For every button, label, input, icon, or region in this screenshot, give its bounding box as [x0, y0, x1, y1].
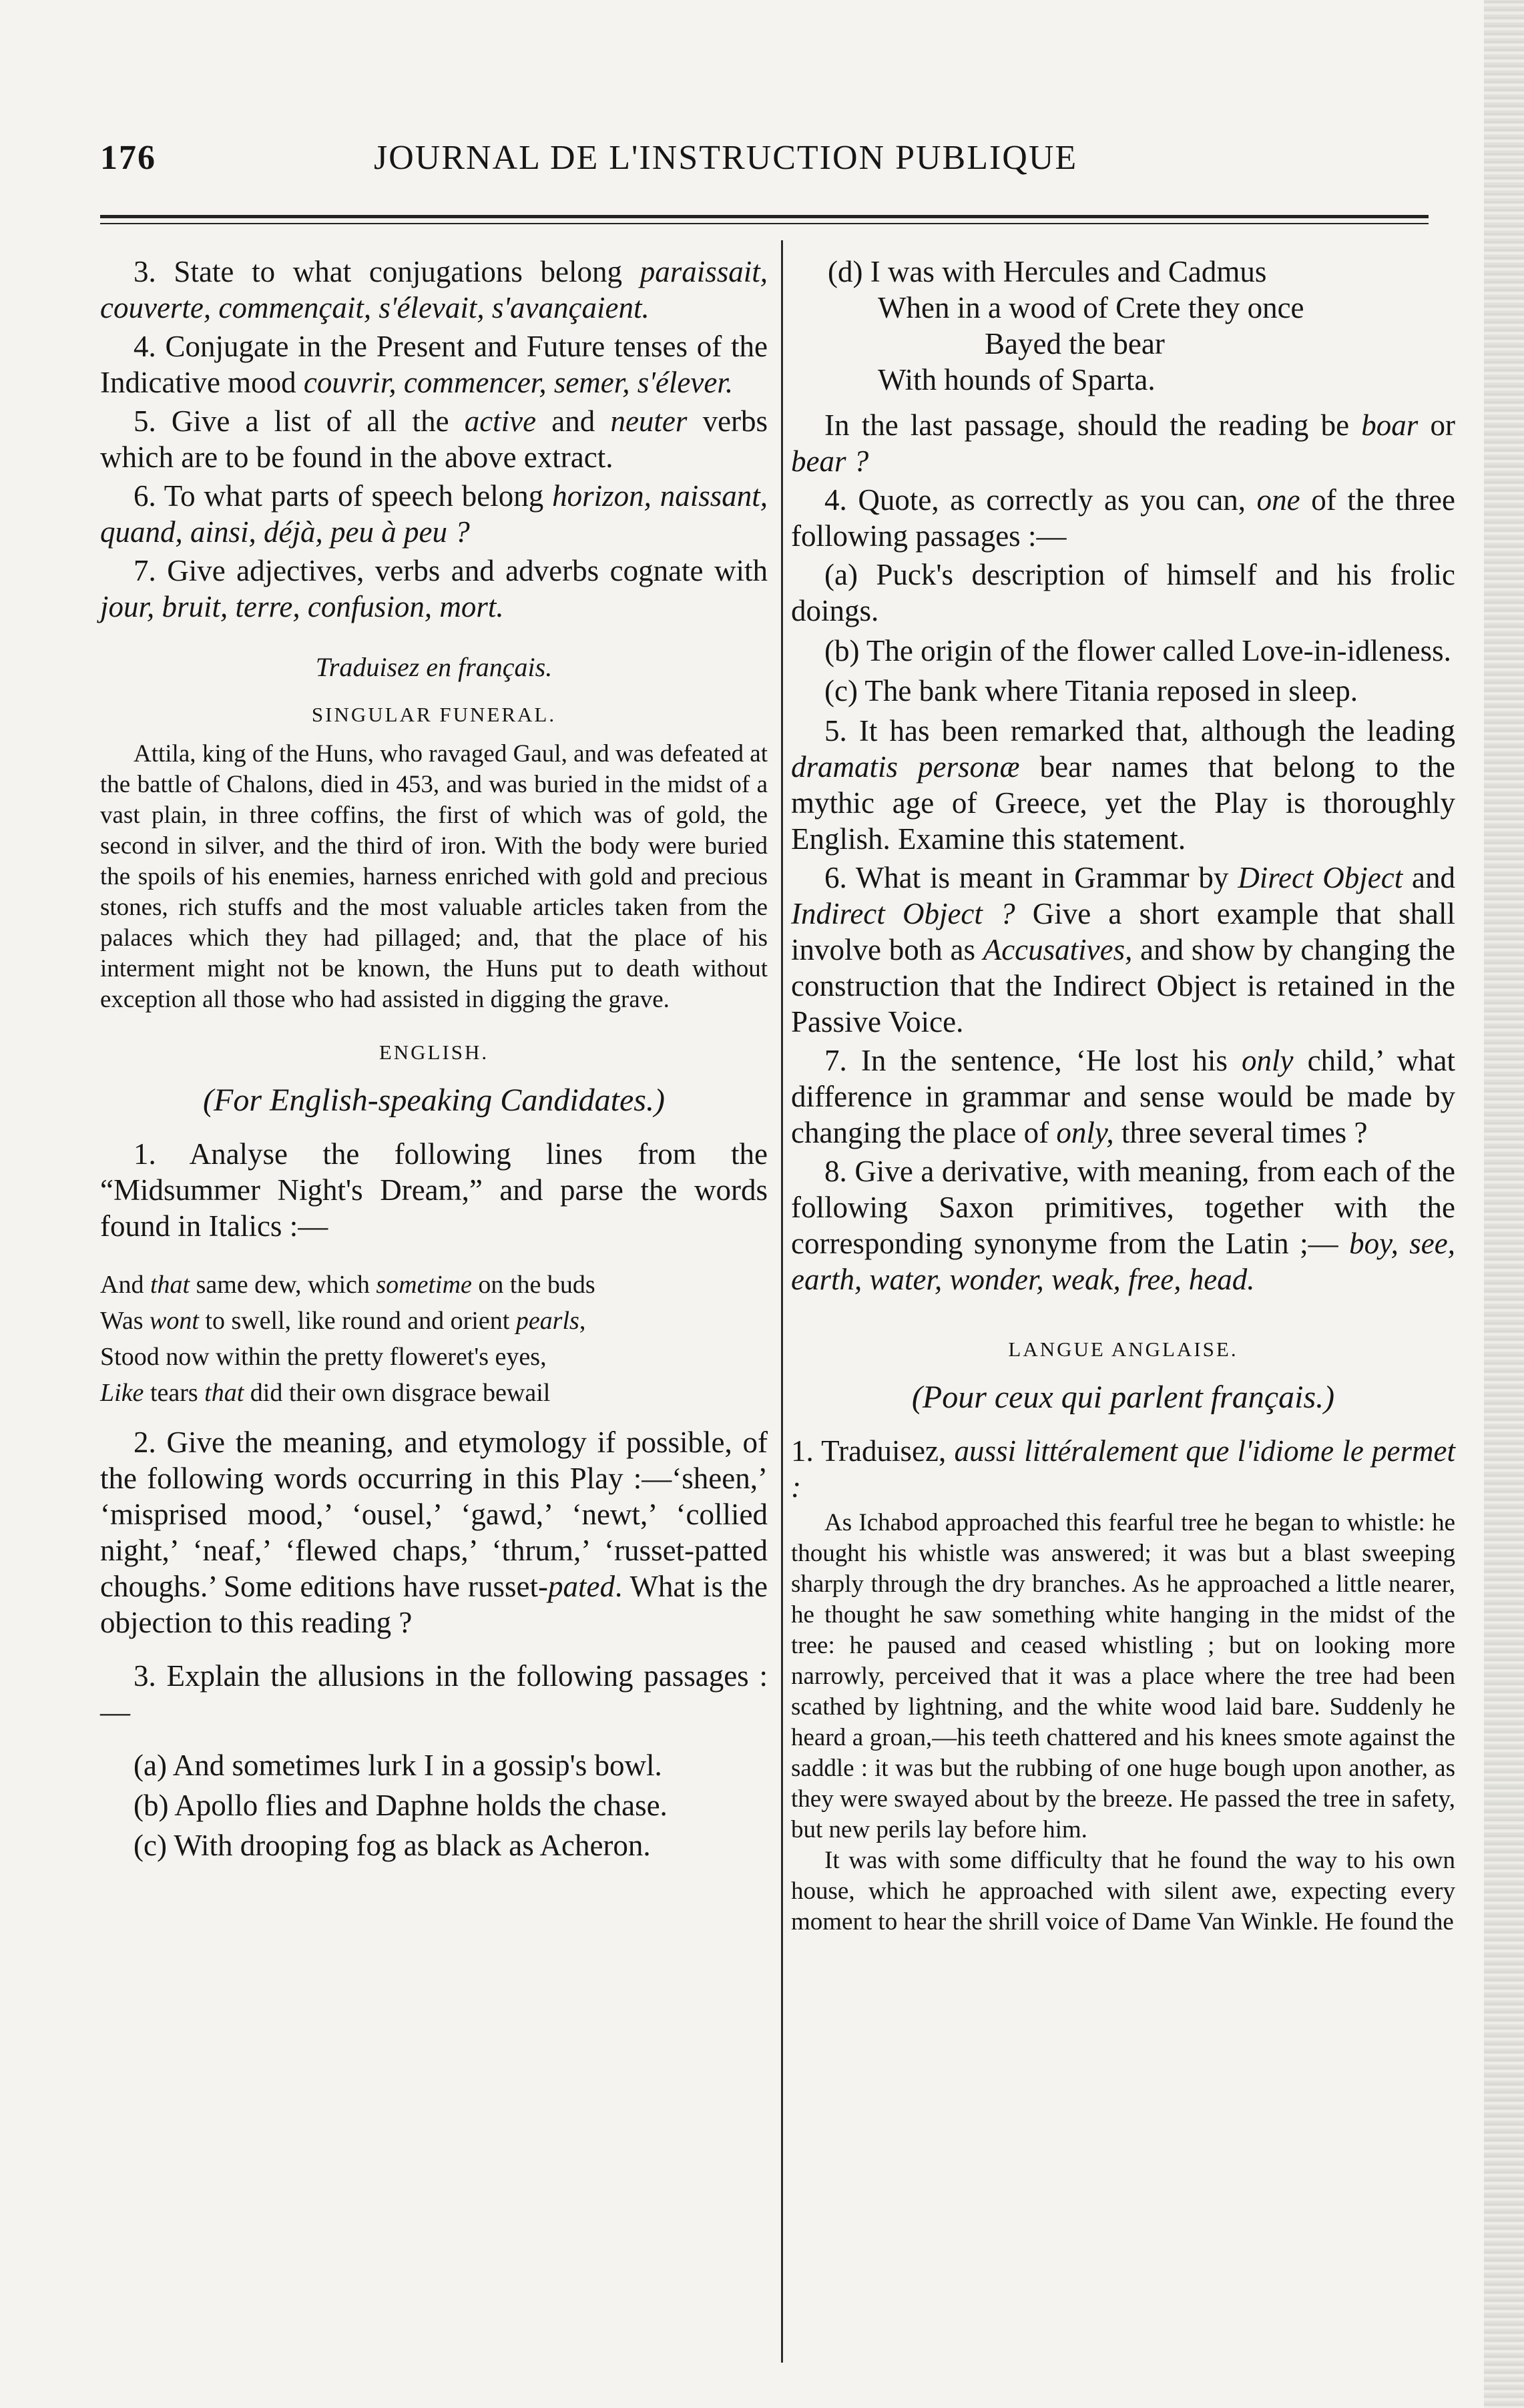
passage-c: (c) The bank where Titania reposed in sleep. — [824, 674, 1358, 707]
question-8-right: 8. Give a derivative, with meaning, from each of the following Saxon primitives, together with the corresponding synonyme from the Latin ;— boy, see, earth, water, wonder, weak, free, head. — [791, 1155, 1456, 1296]
header-rule-thin — [100, 223, 1429, 224]
passage-a: (a) Puck's description of himself and his frolic doings. — [791, 558, 1455, 627]
question-4: 4. Conjugate in the Present and Future tenses of the Indicative mood couvrir, commencer, semer, s'élever. — [100, 330, 768, 399]
langue-anglaise-subtitle: (Pour ceux qui parlent français.) — [911, 1380, 1335, 1415]
verse-line-2: When in a wood of Crete they once — [878, 291, 1304, 324]
poem-line-3: Stood now within the pretty floweret's eyes, — [100, 1343, 547, 1371]
langue-anglaise-title: LANGUE ANGLAISE. — [1008, 1337, 1238, 1361]
poem-line-1: And that same dew, which sometime on the buds — [100, 1271, 595, 1299]
question-6-right: 6. What is meant in Grammar by Direct Object and Indirect Object ? Give a short example that shall involve both as Accusatives, and show by changing the construction that the Indirect Object is retained in the Passive Voice. — [791, 861, 1456, 1038]
journal-title: JOURNAL DE L'INSTRUCTION PUBLIQUE — [374, 139, 1078, 177]
header-rule-thick — [100, 215, 1429, 218]
poem-line-4: Like tears that did their own disgrace bewail — [100, 1379, 551, 1407]
page-number: 176 — [100, 139, 156, 177]
question-7: 7. Give adjectives, verbs and adverbs cognate with jour, bruit, terre, confusion, mort. — [100, 554, 768, 623]
allusion-d-verse — [791, 254, 1455, 398]
verse-line-1: (d) I was with Hercules and Cadmus — [828, 255, 1267, 288]
english-question-3: 3. Explain the allusions in the following passages :— — [100, 1659, 768, 1729]
page-header — [100, 130, 1429, 190]
right-column — [791, 254, 1455, 1937]
question-4-right: 4. Quote, as correctly as you can, one of the three following passages :— — [791, 483, 1455, 553]
allusion-a: (a) And sometimes lurk I in a gossip's bowl. — [134, 1749, 662, 1782]
english-title: ENGLISH. — [378, 1040, 489, 1064]
traduisez-instruction: 1. Traduisez, aussi littéralement que l'idiome le permet : — [791, 1434, 1456, 1504]
question-5: 5. Give a list of all the active and neuter verbs which are to be found in the above extract. — [100, 404, 768, 474]
verse-line-4: With hounds of Sparta. — [878, 363, 1156, 396]
passage-b: (b) The origin of the flower called Love-in-idleness. — [824, 634, 1451, 667]
column-divider — [781, 240, 783, 2363]
last-passage-question: In the last passage, should the reading be boar or bear ? — [791, 408, 1456, 478]
scanned-page-edge — [1484, 0, 1524, 2408]
ichabod-passage: As Ichabod approached this fearful tree he began to whistle: he thought his whistle was answered; it was but a blast sweeping sharply through the dry branches. As he approached a little nearer, he thought he saw something white hanging in the midst of the tree: he paused and ceased whistling ; but on looking more narrowly, perceived that it was a place where the tree had been scathed by lightning, and the white wood laid bare. Suddenly he heard a groan,—his teeth chattered and his knees smote against the saddle : it was but the rubbing of one huge bough upon another, as they were swayed about by the breeze. He passed the tree in safety, but new perils lay before him. — [791, 1509, 1455, 1843]
funeral-title: SINGULAR FUNERAL. — [311, 703, 557, 726]
english-subtitle: (For English-speaking Candidates.) — [203, 1083, 665, 1118]
question-5-right: 5. It has been remarked that, although the leading dramatis personæ bear names that belong to the mythic age of Greece, yet the Play is thoroughly English. Examine this statement. — [791, 714, 1456, 856]
poem-excerpt — [100, 1267, 768, 1411]
english-question-2: 2. Give the meaning, and etymology if possible, of the following words occurring in this Play :—‘sheen,’ ‘misprised mood,’ ‘ousel,’ ‘gawd,’ ‘newt,’ ‘collied night,’ ‘neaf,’ ‘flewed chaps,’ ‘thrum,’ ‘russet-patted choughs.’ Some editions have russet-pated. What is the objection to this reading ? — [100, 1426, 768, 1639]
english-question-1: 1. Analyse the following lines from the “Midsummer Night's Dream,” and parse the words found in Italics :— — [100, 1137, 768, 1243]
question-6: 6. To what parts of speech belong horizon, naissant, quand, ainsi, déjà, peu à peu ? — [100, 479, 768, 549]
allusion-c: (c) With drooping fog as black as Acheron. — [134, 1829, 651, 1862]
allusion-b: (b) Apollo flies and Daphne holds the chase. — [134, 1789, 668, 1822]
verse-line-3: Bayed the bear — [985, 327, 1165, 360]
funeral-passage: Attila, king of the Huns, who ravaged Gaul, and was defeated at the battle of Chalons, died in 453, and was buried in the midst of a vast plain, in three coffins, the first of which was of gold, the second in silver, and the third of iron. With the body were buried the spoils of his enemies, harness enriched with gold and precious stones, rich stuffs and the most valuable articles taken from the palaces which they had pillaged; and, that the place of his interment might not be known, the Huns put to death without exception all those who had assisted in digging the grave. — [100, 740, 768, 1013]
left-column — [100, 254, 768, 1867]
poem-line-2: Was wont to swell, like round and orient pearls, — [100, 1307, 586, 1335]
van-winkle-passage: It was with some difficulty that he found the way to his own house, which he approached with silent awe, expecting every moment to hear the shrill voice of Dame Van Winkle. He found the — [791, 1847, 1455, 1935]
question-3: 3. State to what conjugations belong paraissait, couverte, commençait, s'élevait, s'avançaient. — [100, 255, 768, 324]
question-7-right: 7. In the sentence, ‘He lost his only child,’ what difference in grammar and sense would be made by changing the place of only, three several times ? — [791, 1044, 1455, 1149]
traduisez-heading: Traduisez en français. — [315, 652, 553, 682]
